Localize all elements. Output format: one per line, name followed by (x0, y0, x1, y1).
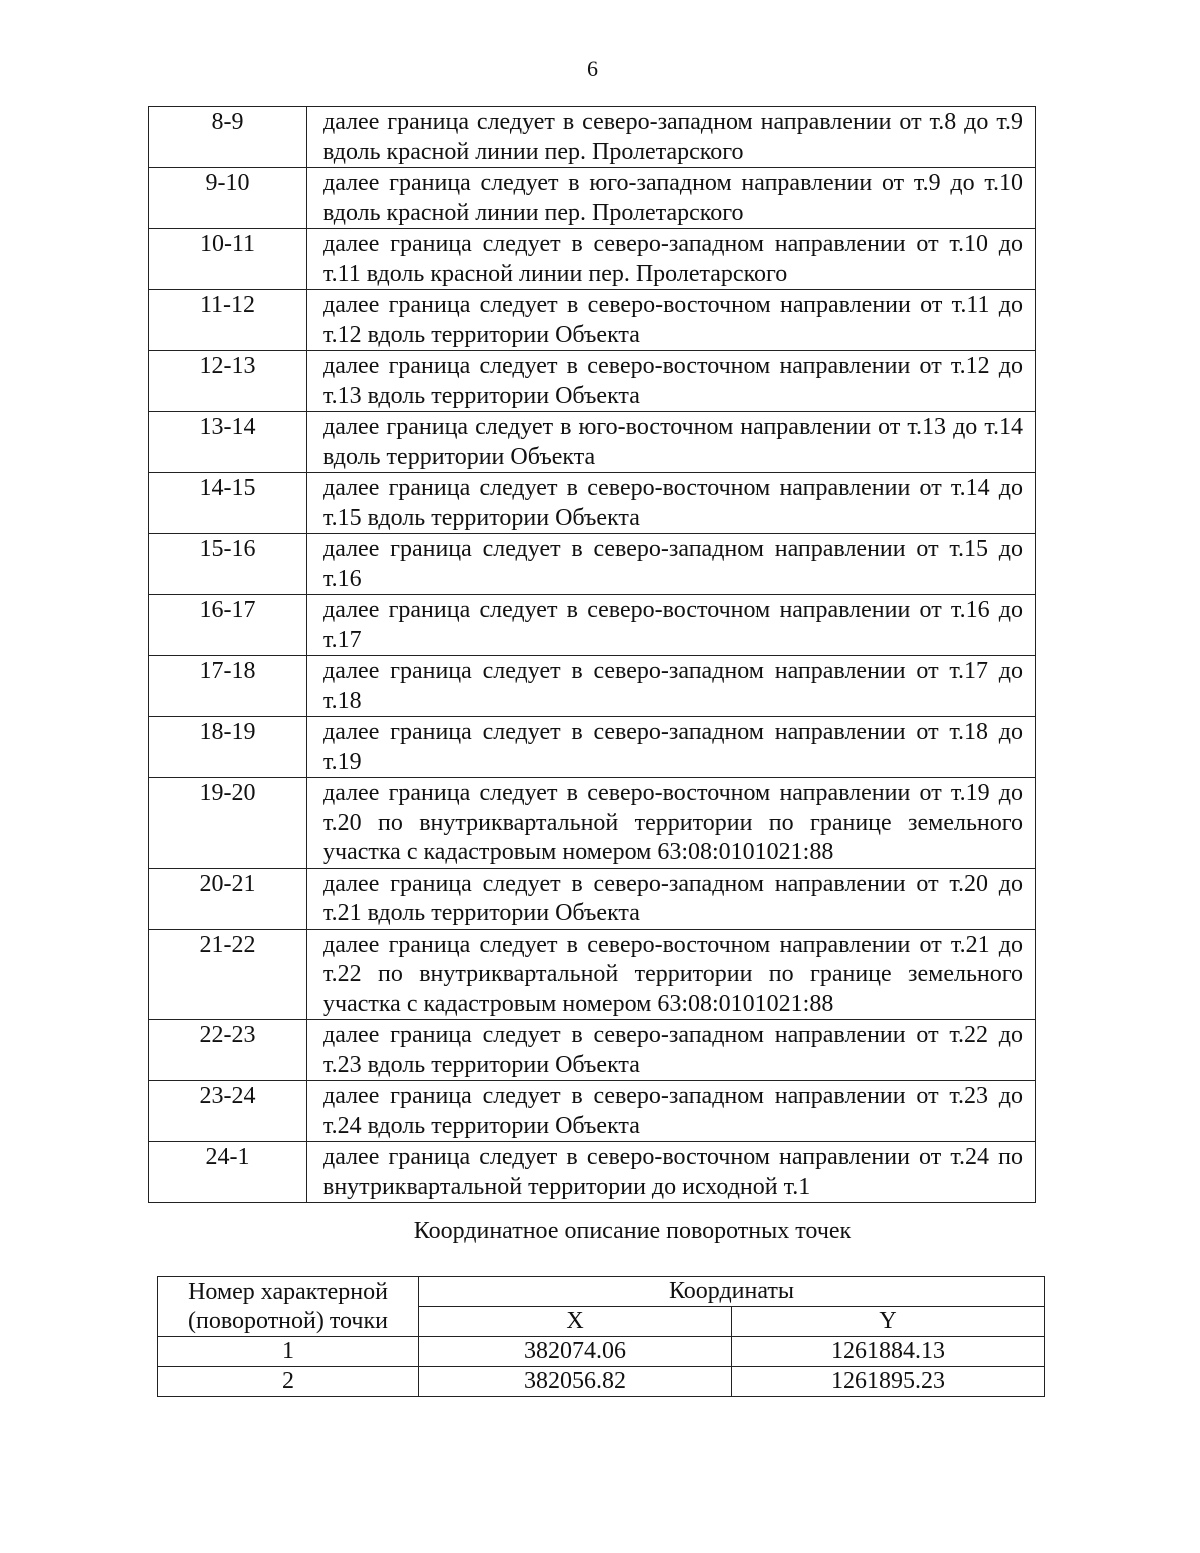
x-header: X (419, 1307, 732, 1337)
table-row (149, 351, 1036, 412)
coord-y-cell: 1261884.13 (732, 1337, 1045, 1367)
table-row (149, 656, 1036, 717)
table-row (149, 168, 1036, 229)
segment-id: 11-12 (149, 290, 307, 351)
page-number: 6 (587, 56, 598, 81)
segment-description: далее граница следует в северо-западном направлении от т.15 до т.16 (307, 534, 1036, 595)
segment-id: 9-10 (149, 168, 307, 229)
segment-id: 24-1 (149, 1142, 307, 1203)
coord-point-cell: 1 (158, 1337, 419, 1367)
table-row (158, 1367, 1045, 1397)
segment-id: 14-15 (149, 473, 307, 534)
segment-id: 20-21 (149, 868, 307, 929)
segment-id: 12-13 (149, 351, 307, 412)
segment-id: 18-19 (149, 717, 307, 778)
table-row (149, 229, 1036, 290)
segment-description: далее граница следует в северо-западном направлении от т.18 до т.19 (307, 717, 1036, 778)
table-row (149, 534, 1036, 595)
table-row (149, 778, 1036, 869)
segment-id: 17-18 (149, 656, 307, 717)
table-row (149, 1142, 1036, 1203)
coordinates-header: Координаты (419, 1277, 1045, 1307)
segment-description: далее граница следует в северо-западном направлении от т.23 до т.24 вдоль территории Объекта (307, 1081, 1036, 1142)
segment-description: далее граница следует в юго-восточном направлении от т.13 до т.14 вдоль территории Объекта (307, 412, 1036, 473)
segment-id: 21-22 (149, 929, 307, 1020)
boundary-segments-table (148, 106, 1036, 1203)
segment-id: 13-14 (149, 412, 307, 473)
segment-description: далее граница следует в северо-восточном направлении от т.24 по внутриквартальной территории до исходной т.1 (307, 1142, 1036, 1203)
segment-description: далее граница следует в северо-западном направлении от т.8 до т.9 вдоль красной линии пер. Пролетарского (307, 107, 1036, 168)
segment-description: далее граница следует в северо-восточном направлении от т.21 до т.22 по внутриквартальной территории по границе земельного участка с кадастровым номером 63:08:0101021:88 (307, 929, 1036, 1020)
point-number-header-line2: (поворотной) точки (188, 1307, 388, 1334)
point-number-header-line1: Номер характерной (188, 1278, 388, 1305)
segment-description: далее граница следует в северо-западном направлении от т.17 до т.18 (307, 656, 1036, 717)
segment-description: далее граница следует в северо-восточном направлении от т.11 до т.12 вдоль территории Объекта (307, 290, 1036, 351)
coord-point-cell: 2 (158, 1367, 419, 1397)
table-row (149, 595, 1036, 656)
segment-id: 15-16 (149, 534, 307, 595)
table-row (149, 1020, 1036, 1081)
table-row (149, 868, 1036, 929)
table-row (149, 1081, 1036, 1142)
segment-description: далее граница следует в северо-восточном направлении от т.14 до т.15 вдоль территории Объекта (307, 473, 1036, 534)
coord-y-cell: 1261895.23 (732, 1367, 1045, 1397)
segment-description: далее граница следует в северо-восточном направлении от т.19 до т.20 по внутриквартальной территории по границе земельного участка с кадастровым номером 63:08:0101021:88 (307, 778, 1036, 869)
segment-id: 10-11 (149, 229, 307, 290)
coordinates-section-title: Координатное описание поворотных точек (413, 1218, 852, 1244)
segment-id: 23-24 (149, 1081, 307, 1142)
segment-id: 22-23 (149, 1020, 307, 1081)
boundary-segments-body (149, 107, 1036, 1203)
segment-description: далее граница следует в северо-восточном направлении от т.12 до т.13 вдоль территории Объекта (307, 351, 1036, 412)
segment-description: далее граница следует в северо-восточном направлении от т.16 до т.17 (307, 595, 1036, 656)
coord-x-cell: 382056.82 (419, 1367, 732, 1397)
segment-id: 16-17 (149, 595, 307, 656)
point-number-header (158, 1277, 419, 1337)
table-row (149, 107, 1036, 168)
segment-id: 8-9 (149, 107, 307, 168)
y-header: Y (732, 1307, 1045, 1337)
table-row (149, 473, 1036, 534)
table-row (149, 412, 1036, 473)
coord-x-cell: 382074.06 (419, 1337, 732, 1367)
table-row (149, 717, 1036, 778)
table-row (158, 1337, 1045, 1367)
coordinates-table (157, 1276, 1045, 1397)
table-row (149, 929, 1036, 1020)
coordinates-header-row (158, 1277, 1045, 1307)
segment-description: далее граница следует в северо-западном направлении от т.20 до т.21 вдоль территории Объекта (307, 868, 1036, 929)
coordinates-body (158, 1337, 1045, 1397)
table-row (149, 290, 1036, 351)
segment-id: 19-20 (149, 778, 307, 869)
segment-description: далее граница следует в северо-западном направлении от т.10 до т.11 вдоль красной линии пер. Пролетарского (307, 229, 1036, 290)
segment-description: далее граница следует в юго-западном направлении от т.9 до т.10 вдоль красной линии пер. Пролетарского (307, 168, 1036, 229)
segment-description: далее граница следует в северо-западном направлении от т.22 до т.23 вдоль территории Объекта (307, 1020, 1036, 1081)
